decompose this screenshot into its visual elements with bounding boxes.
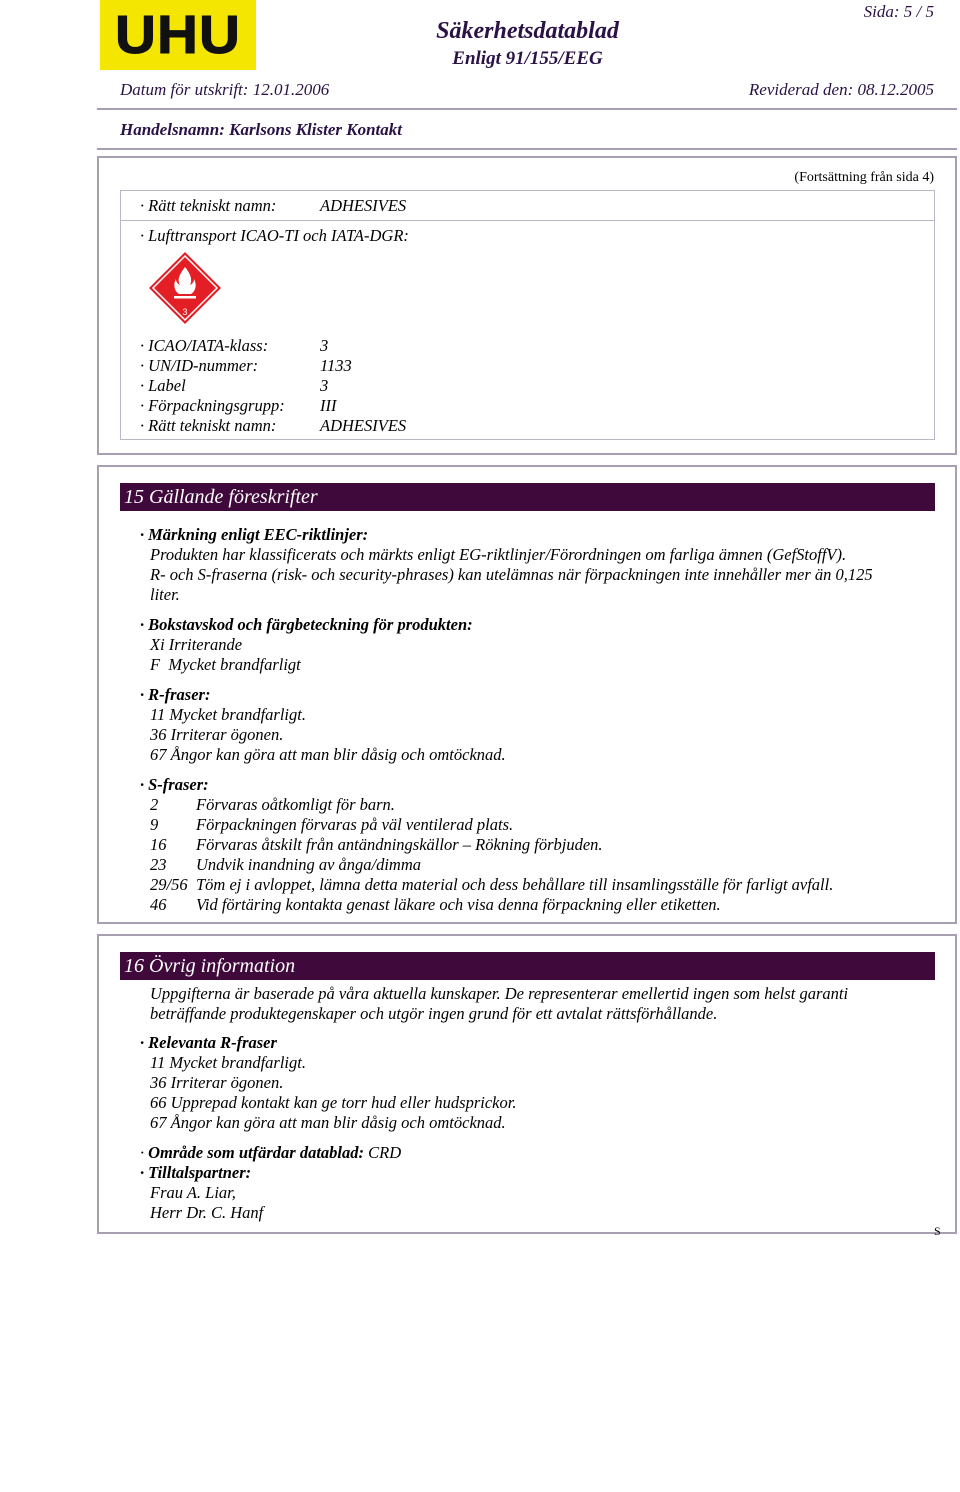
contact-row: · Tilltalspartner: [140, 1163, 252, 1182]
contact-person: Herr Dr. C. Hanf [150, 1203, 264, 1222]
transport-divider [120, 220, 935, 221]
tech-name-label-2: Rätt tekniskt namn: [148, 416, 277, 435]
issuer-value: CRD [368, 1143, 402, 1162]
relevant-r-item: 36 Irriterar ögonen. [150, 1073, 284, 1092]
section-16-title: 16 Övrig information [120, 952, 935, 980]
s-phrase-code: 9 [150, 815, 159, 834]
relevant-r-row: · Relevanta R-fraser [140, 1033, 277, 1052]
s-phrase-code: 46 [150, 895, 167, 914]
marking-line-3: liter. [150, 585, 180, 604]
uhu-logo [100, 0, 256, 70]
s-phrase-text: Förvaras åtskilt från antändningskällor – Rökning förbjuden. [196, 835, 603, 854]
r-phrases-label: R-fraser: [148, 685, 211, 704]
continuation-note: (Fortsättning från sida 4) [794, 170, 934, 185]
trade-name: Handelsnamn: Karlsons Klister Kontakt [120, 120, 402, 139]
contact-label: Tilltalspartner: [148, 1163, 252, 1182]
un-number-value: 1133 [320, 356, 352, 375]
tech-name-label: Rätt tekniskt namn: [148, 196, 277, 215]
tech-name-value: ADHESIVES [320, 196, 407, 215]
logo-text: UHU [115, 5, 241, 65]
tech-name-value-2: ADHESIVES [320, 416, 407, 435]
marking-row: · Märkning enligt EEC-riktlinjer: [140, 525, 369, 544]
issuer-label: Område som utfärdar datablad: [148, 1143, 365, 1162]
intro-line-2: beträffande produktegenskaper och utgör ingen grund för ett avtalat rättsförhållande. [150, 1004, 718, 1023]
placard-class-number: 3 [182, 307, 188, 317]
icao-class-value: 3 [320, 336, 329, 355]
packing-group-value: III [320, 396, 337, 415]
header-divider [97, 108, 957, 110]
document-subtitle: Enligt 91/155/EEG [452, 48, 603, 69]
marking-line-1: Produkten har klassificerats och märkts enligt EG-riktlinjer/Förordningen om farliga ämnen (GefStoffV). [150, 545, 847, 564]
letter-code-label: Bokstavskod och färgbeteckning för produkten: [148, 615, 473, 634]
section-15-title: 15 Gällande föreskrifter [120, 483, 935, 511]
tech-name-row: · Rätt tekniskt namn: [140, 196, 277, 215]
r-phrase-item: 67 Ångor kan göra att man blir dåsig och omtöcknad. [150, 745, 506, 764]
letter-code-row: · Bokstavskod och färgbeteckning för produkten: [140, 615, 473, 634]
air-transport-heading-row: · Lufttransport ICAO-TI och IATA-DGR: [140, 226, 409, 245]
s-phrase-text: Förvaras oåtkomligt för barn. [196, 795, 395, 814]
r-phrase-item: 36 Irriterar ögonen. [150, 725, 284, 744]
un-number-label: UN/ID-nummer: [148, 356, 259, 375]
document-title: Säkerhetsdatablad [436, 18, 619, 44]
s-phrase-code: 29/56 [150, 875, 188, 894]
code-irritant: Xi Irriterande [150, 635, 243, 654]
s-phrase-code: 16 [150, 835, 167, 854]
label-value: 3 [320, 376, 329, 395]
contact-person: Frau A. Liar, [150, 1183, 236, 1202]
header-divider-2 [97, 148, 957, 150]
s-phrase-text: Undvik inandning av ånga/dimma [196, 855, 422, 874]
relevant-r-item: 67 Ångor kan göra att man blir dåsig och omtöcknad. [150, 1113, 506, 1132]
packing-group-label: Förpackningsgrupp: [148, 396, 285, 415]
marking-line-2: R- och S-fraserna (risk- och security-phrases) kan utelämnas när förpackningen inte innehåller mer än 0,125 [150, 565, 873, 584]
tech-name-row-2: · Rätt tekniskt namn: [140, 416, 277, 435]
label-label: Label [148, 376, 186, 395]
footer-mark: S [934, 1224, 941, 1238]
s-phrase-text: Vid förtäring kontakta genast läkare och visa denna förpackning eller etiketten. [196, 895, 721, 914]
relevant-r-item: 66 Upprepad kontakt kan ge torr hud eller hudsprickor. [150, 1093, 517, 1112]
s-phrase-code: 2 [150, 795, 159, 814]
relevant-r-label: Relevanta R-fraser [148, 1033, 277, 1052]
s-phrase-code: 23 [150, 855, 167, 874]
flammable-hazard-icon [148, 251, 222, 325]
intro-line-1: Uppgifterna är baserade på våra aktuella kunskaper. De representerar emellertid ingen som helst garanti [150, 984, 849, 1003]
label-row: · Label [140, 376, 186, 395]
icao-class-label: ICAO/IATA-klass: [148, 336, 269, 355]
s-phrases-row: · S-fraser: [140, 775, 209, 794]
packing-group-row: · Förpackningsgrupp: [140, 396, 285, 415]
s-phrases-label: S-fraser: [148, 775, 209, 794]
marking-label: Märkning enligt EEC-riktlinjer: [148, 525, 369, 544]
code-flammable: F Mycket brandfarligt [150, 655, 301, 674]
page-number: Sida: 5 / 5 [863, 2, 934, 21]
relevant-r-item: 11 Mycket brandfarligt. [150, 1053, 306, 1072]
r-phrases-row: · R-fraser: [140, 685, 211, 704]
r-phrase-item: 11 Mycket brandfarligt. [150, 705, 306, 724]
s-phrase-text: Förpackningen förvaras på väl ventilerad plats. [196, 815, 514, 834]
print-date: Datum för utskrift: 12.01.2006 [120, 80, 330, 99]
revised-date: Reviderad den: 08.12.2005 [748, 80, 934, 99]
issuer-row: · Område som utfärdar datablad: CRD [140, 1143, 402, 1162]
s-phrase-text: Töm ej i avloppet, lämna detta material och dess behållare till insamlingsställe för farligt avfall. [196, 875, 834, 894]
icao-class-row: · ICAO/IATA-klass: [140, 336, 269, 355]
air-transport-heading: Lufttransport ICAO-TI och IATA-DGR: [148, 226, 409, 245]
un-number-row: · UN/ID-nummer: [140, 356, 259, 375]
